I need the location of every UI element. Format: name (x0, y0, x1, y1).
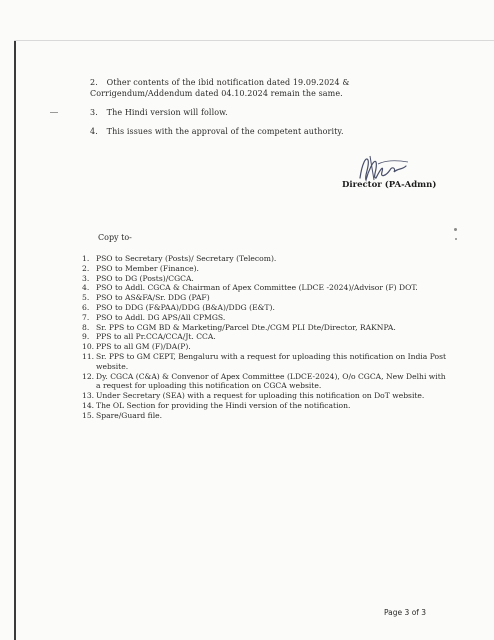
page-number: Page 3 of 3 (384, 608, 427, 617)
list-number: 15. (82, 410, 95, 420)
list-text: PSO to Secretary (Posts)/ Secretary (Telecom). (96, 254, 277, 263)
list-item (82, 352, 452, 372)
list-number: 10. (82, 342, 95, 352)
list-text: PPS to all Pr.CCA/CCA/Jt. CCA. (96, 332, 216, 342)
list-item (82, 391, 452, 401)
list-item (82, 303, 452, 313)
paragraph-number: 2. (90, 78, 98, 87)
list-item (82, 293, 452, 303)
page-edge-top (14, 40, 494, 41)
scan-speck (455, 238, 457, 240)
list-number: 14. (82, 400, 95, 410)
list-text: Dy. CGCA (C&A) & Convenor of Apex Committee (LDCE-2024), O/o CGCA, New Delhi with a request for uploading this notification on CGCA website. (96, 371, 446, 391)
list-text: PSO to DG (Posts)/CGCA. (96, 273, 194, 283)
list-number: 13. (82, 391, 95, 401)
list-number: 12. (82, 371, 95, 381)
list-number: 4. (82, 283, 90, 293)
list-item (82, 411, 452, 421)
list-text: PSO to AS&FA/Sr. DDG (PAF) (96, 293, 210, 303)
list-number: 7. (82, 312, 90, 322)
list-item (82, 332, 452, 342)
list-text: Sr. PPS to CGM BD & Marketing/Parcel Dte./CGM PLI Dte/Director, RAKNPA. (96, 322, 396, 332)
signatory-designation: Director (PA-Admn) (342, 180, 437, 190)
paragraph-3 (90, 108, 450, 119)
list-item (82, 313, 452, 323)
list-number: 3. (82, 273, 90, 283)
list-text: PSO to Addl. DG APS/All CPMGS. (96, 312, 226, 322)
paragraph-number: 4. (90, 127, 98, 136)
list-number: 8. (82, 322, 90, 332)
paragraph-number: 3. (90, 108, 98, 117)
list-text: PSO to Member (Finance). (96, 263, 199, 273)
paragraph-text: The Hindi version will follow. (106, 108, 228, 117)
margin-mark (50, 112, 58, 113)
list-item (82, 323, 452, 333)
list-text: Under Secretary (SEA) with a request for uploading this notification on DoT website. (96, 391, 425, 401)
list-number: 11. (82, 351, 95, 361)
list-number: 5. (82, 293, 90, 303)
scan-speck (454, 228, 457, 231)
list-number: 6. (82, 302, 90, 312)
list-number: 2. (82, 263, 90, 273)
paragraph-text: Other contents of the ibid notification dated 19.09.2024 & Corrigendum/Addendum dated 04.10.2024 remain the same. (90, 78, 350, 98)
list-text: PSO to Addl. CGCA & Chairman of Apex Committee (LDCE -2024)/Advisor (F) DOT. (96, 283, 418, 293)
list-text: PSO to DDG (F&PAA)/DDG (B&A)/DDG (E&T). (96, 302, 275, 312)
list-item (82, 401, 452, 411)
list-item (82, 342, 452, 352)
paragraph-4 (90, 127, 450, 138)
paragraph-text: This issues with the approval of the competent authority. (106, 127, 344, 136)
paragraph-2 (90, 78, 450, 99)
list-text: Spare/Guard file. (96, 410, 163, 420)
list-item (82, 372, 452, 392)
list-text: The OL Section for providing the Hindi version of the notification. (96, 400, 351, 410)
list-item (82, 254, 452, 264)
list-text: Sr. PPS to GM CEPT, Bengaluru with a request for uploading this notification on India Post website. (96, 351, 447, 371)
list-item (82, 264, 452, 274)
list-number: 1. (82, 254, 90, 263)
page-edge-left (14, 40, 16, 640)
list-text: PPS to all GM (F)/DA(P). (96, 342, 191, 352)
list-item (82, 283, 452, 293)
copy-to-heading: Copy to- (98, 233, 132, 242)
list-item (82, 274, 452, 284)
copy-to-list (82, 254, 452, 421)
list-number: 9. (82, 332, 90, 342)
